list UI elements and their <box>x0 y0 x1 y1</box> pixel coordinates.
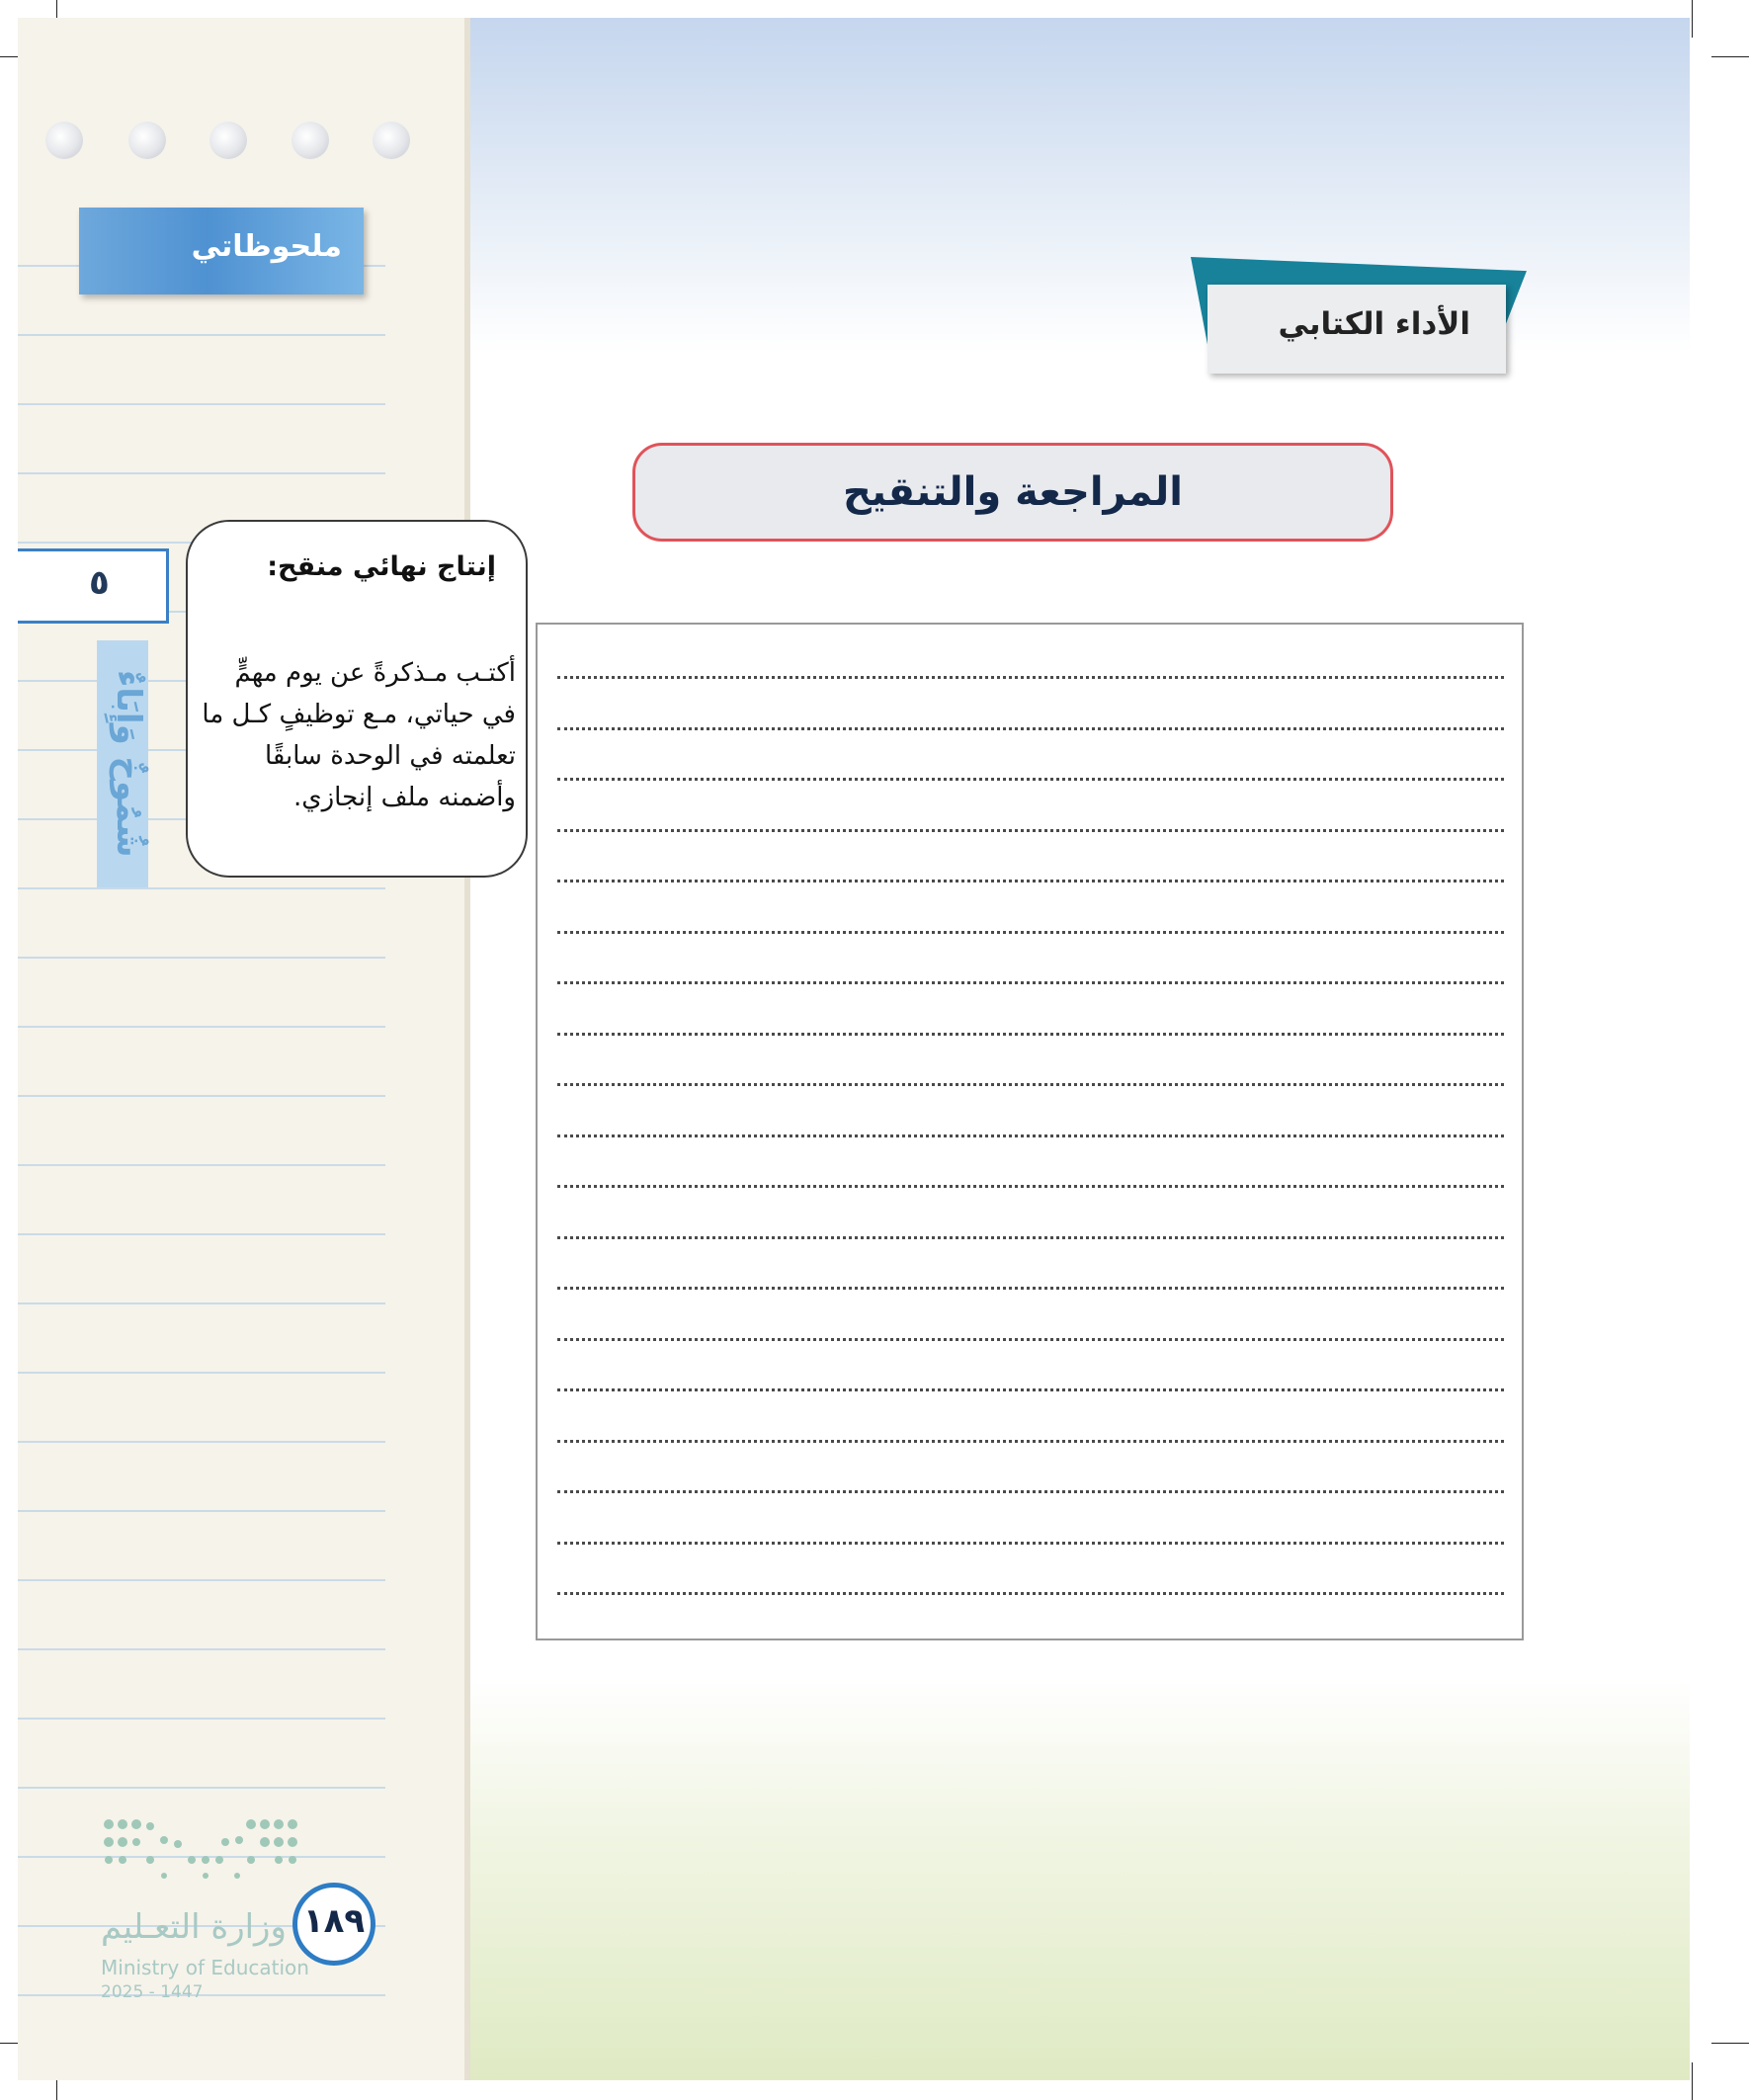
crop-mark <box>1711 56 1749 57</box>
writing-line[interactable] <box>557 1592 1504 1595</box>
notes-ruled-line <box>18 1441 385 1443</box>
writing-line[interactable] <box>557 1185 1504 1188</box>
ministry-year: 2025 - 1447 <box>101 1982 204 2002</box>
notes-ruled-line <box>18 1648 385 1650</box>
writing-line[interactable] <box>557 676 1504 679</box>
notes-ruled-line <box>18 1372 385 1374</box>
section-title: المراجعة والتنقيح <box>843 469 1183 515</box>
writing-line[interactable] <box>557 778 1504 781</box>
notes-sidebar <box>18 18 470 2080</box>
writing-line[interactable] <box>557 1490 1504 1493</box>
crop-mark <box>1692 0 1693 38</box>
writing-line[interactable] <box>557 880 1504 882</box>
unit-number: ٥ <box>89 563 110 603</box>
category-label-box <box>1208 285 1506 374</box>
unit-number-box <box>18 548 169 624</box>
writing-line[interactable] <box>557 1083 1504 1086</box>
writing-line[interactable] <box>557 981 1504 984</box>
ministry-logo-icon <box>103 1816 320 1895</box>
task-title: إنتاج نهائي منقح: <box>267 551 496 582</box>
notes-ruled-line <box>18 1718 385 1720</box>
notes-ruled-line <box>18 1579 385 1581</box>
notes-ruled-line <box>18 472 385 474</box>
notes-ruled-line <box>18 1302 385 1304</box>
crop-mark <box>1711 2043 1749 2044</box>
writing-line[interactable] <box>557 1134 1504 1137</box>
ministry-name-en: Ministry of Education <box>101 1956 309 1979</box>
page-number: ١٨٩ <box>302 1901 366 1941</box>
page-number-badge <box>292 1883 375 1966</box>
writing-line[interactable] <box>557 1388 1504 1391</box>
writing-line[interactable] <box>557 829 1504 832</box>
notes-ruled-line <box>18 1787 385 1789</box>
section-title-box <box>632 443 1393 542</box>
notes-ruled-line <box>18 887 385 889</box>
notes-ruled-line <box>18 1510 385 1512</box>
writing-line[interactable] <box>557 1287 1504 1290</box>
writing-line[interactable] <box>557 1440 1504 1443</box>
writing-line[interactable] <box>557 1338 1504 1341</box>
binder-hole <box>45 122 83 159</box>
writing-line[interactable] <box>557 1236 1504 1239</box>
writing-line[interactable] <box>557 727 1504 730</box>
notes-ruled-line <box>18 1026 385 1028</box>
unit-name-label: شُمُوخٌ وَإِبَاءٌ <box>97 640 148 887</box>
notes-ruled-line <box>18 1233 385 1235</box>
task-body: أكتـب مـذكرةً عن يوم مهمٍّ في حياتي، مـع توظيفٍ كـل ما تعلمته في الوحدة سابقًا وأضمنه ملف إنجازي. <box>202 658 516 812</box>
notes-ruled-line <box>18 957 385 959</box>
notes-ruled-line <box>18 1164 385 1166</box>
category-label: الأداء الكتابي <box>1278 306 1470 342</box>
notes-tab <box>79 208 364 294</box>
binder-hole <box>128 122 166 159</box>
writing-line[interactable] <box>557 1542 1504 1545</box>
writing-line[interactable] <box>557 1033 1504 1036</box>
writing-line[interactable] <box>557 931 1504 934</box>
notes-title: ملحوظاتي <box>191 229 342 264</box>
crop-mark <box>1692 2062 1693 2100</box>
binder-hole <box>209 122 247 159</box>
notes-ruled-line <box>18 403 385 405</box>
binder-hole <box>292 122 329 159</box>
notes-ruled-line <box>18 334 385 336</box>
task-callout <box>186 520 528 878</box>
binder-hole <box>373 122 410 159</box>
writing-area[interactable] <box>536 623 1524 1640</box>
notes-ruled-line <box>18 1095 385 1097</box>
ministry-name-ar: وزارة التعـليم <box>101 1907 287 1947</box>
